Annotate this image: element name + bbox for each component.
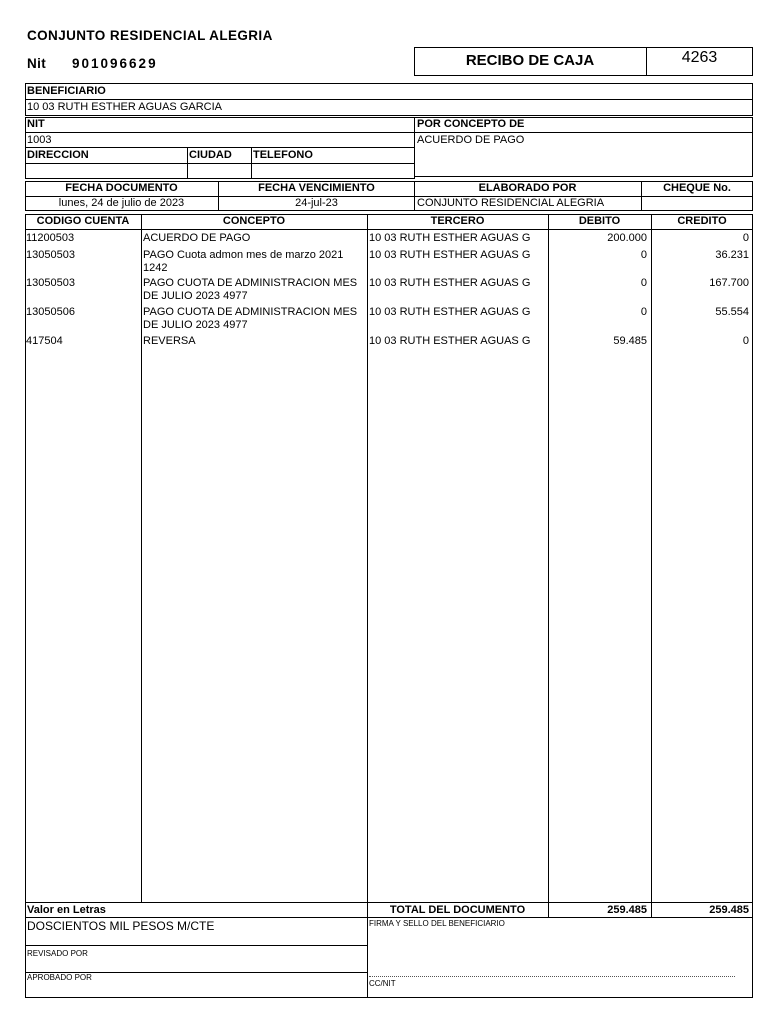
doc-date-label: FECHA DOCUMENTO: [65, 182, 178, 194]
phone-label: TELEFONO: [253, 149, 313, 161]
check-label: CHEQUE No.: [663, 182, 731, 194]
table-row-code: 13050506: [26, 306, 75, 318]
table-row-code: 417504: [26, 335, 63, 347]
nit-field-label: NIT: [27, 118, 45, 130]
approved-label: APROBADO POR: [27, 973, 92, 982]
nit-label: Nit: [27, 56, 47, 71]
due-date-label: FECHA VENCIMIENTO: [258, 182, 375, 194]
table-row-credit: 55.554: [715, 306, 749, 318]
table-row-debit: 59.485: [613, 335, 647, 347]
table-row-credit: 36.231: [715, 249, 749, 261]
table-row-code: 13050503: [26, 249, 75, 261]
total-debit: 259.485: [607, 904, 647, 916]
table-row-third: 10 03 RUTH ESTHER AGUAS G: [369, 232, 531, 244]
table-row-credit: 0: [742, 232, 749, 244]
col-header-credit: CREDITO: [677, 215, 727, 227]
col-header-code: CODIGO CUENTA: [36, 215, 130, 227]
concept-label: POR CONCEPTO DE: [417, 118, 525, 130]
table-row-debit: 0: [640, 249, 647, 261]
total-credit: 259.485: [709, 904, 749, 916]
beneficiary-label: BENEFICIARIO: [27, 85, 106, 97]
table-row-concept: REVERSA: [143, 335, 196, 347]
total-label: TOTAL DEL DOCUMENTO: [389, 904, 526, 916]
table-row-credit: 0: [742, 335, 749, 347]
table-row-third: 10 03 RUTH ESTHER AGUAS G: [369, 306, 531, 318]
nit-field-value: 1003: [27, 134, 52, 146]
address-label: DIRECCION: [27, 149, 89, 161]
words-value: DOSCIENTOS MIL PESOS M/CTE: [27, 919, 215, 933]
due-date-value: 24-jul-23: [295, 197, 338, 209]
doc-date-value: lunes, 24 de julio de 2023: [58, 197, 185, 209]
signature-label: FIRMA Y SELLO DEL BENEFICIARIO: [369, 919, 505, 928]
made-by-value: CONJUNTO RESIDENCIAL ALEGRIA: [417, 197, 605, 209]
table-row-debit: 200.000: [607, 232, 647, 244]
table-row-concept: PAGO CUOTA DE ADMINISTRACION MES DE JULIO 2023 4977: [143, 306, 358, 331]
table-row-concept: PAGO CUOTA DE ADMINISTRACION MES DE JULIO 2023 4977: [143, 277, 358, 302]
ccnit-label: CC/NIT: [369, 979, 396, 988]
col-header-third: TERCERO: [430, 215, 485, 227]
reviewed-label: REVISADO POR: [27, 949, 88, 958]
table-row-code: 11200503: [26, 232, 75, 244]
table-row-third: 10 03 RUTH ESTHER AGUAS G: [369, 277, 531, 289]
beneficiary-details-box: [25, 117, 415, 179]
col-header-debit: DEBITO: [578, 215, 621, 227]
receipt-title: RECIBO DE CAJA: [465, 52, 595, 69]
col-header-concept: CONCEPTO: [222, 215, 286, 227]
nit-value: 901096629: [72, 56, 158, 71]
table-row-concept: ACUERDO DE PAGO: [143, 232, 251, 244]
made-by-label: ELABORADO POR: [478, 182, 577, 194]
table-row-third: 10 03 RUTH ESTHER AGUAS G: [369, 335, 531, 347]
table-row-concept: PAGO Cuota admon mes de marzo 2021 1242: [143, 249, 344, 274]
table-row-debit: 0: [640, 306, 647, 318]
words-label: Valor en Letras: [27, 904, 106, 916]
table-row-third: 10 03 RUTH ESTHER AGUAS G: [369, 249, 531, 261]
table-row-code: 13050503: [26, 277, 75, 289]
table-row-credit: 167.700: [709, 277, 749, 289]
city-label: CIUDAD: [189, 149, 232, 161]
concept-value: ACUERDO DE PAGO: [417, 134, 525, 146]
company-name: CONJUNTO RESIDENCIAL ALEGRIA: [27, 28, 273, 43]
table-row-debit: 0: [640, 277, 647, 289]
receipt-number: 4263: [681, 49, 718, 66]
beneficiary-value: 10 03 RUTH ESTHER AGUAS GARCIA: [27, 101, 222, 113]
